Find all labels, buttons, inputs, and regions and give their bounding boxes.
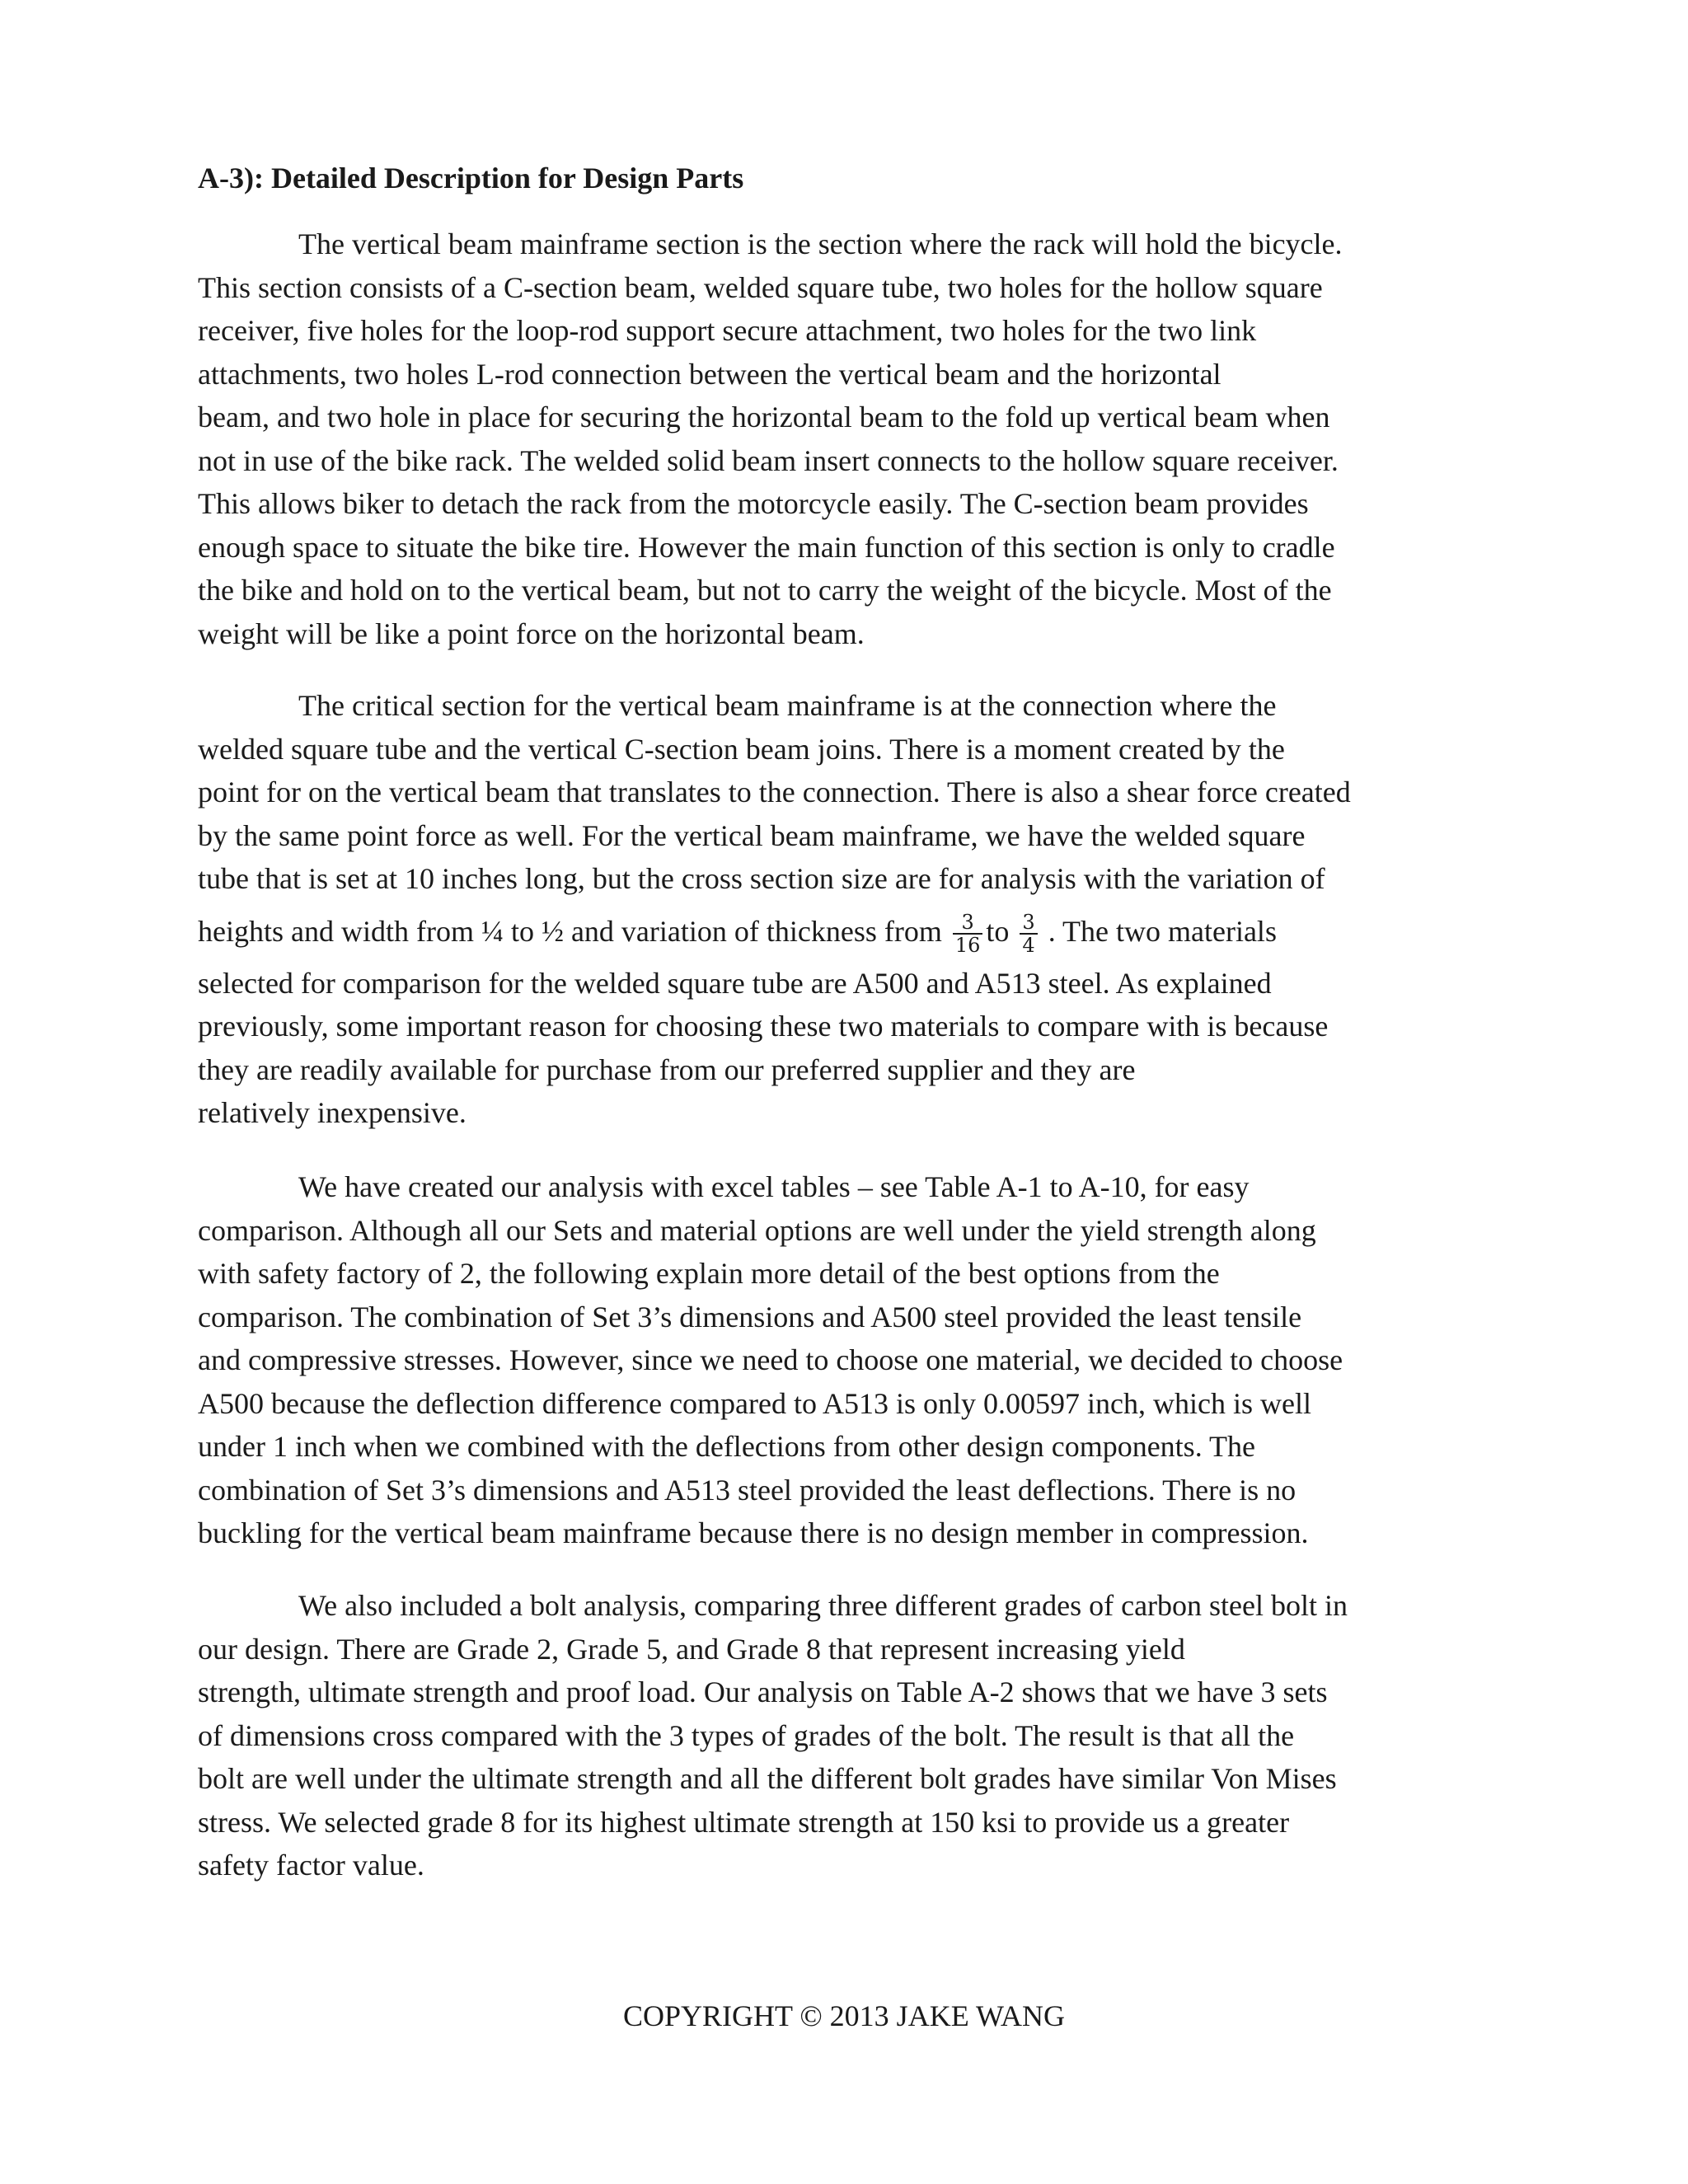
section-heading: A-3): Detailed Description for Design Parts (198, 162, 744, 194)
text-line: comparison. Although all our Sets and material options are well under the yield strength along (198, 1213, 1316, 1247)
text-line: weight will be like a point force on the horizontal beam. (198, 616, 865, 650)
text-line: point for on the vertical beam that translates to the connection. There is also a shear force created (198, 776, 1351, 808)
text-line: tube that is set at 10 inches long, but the cross section size are for analysis with the variation of (198, 862, 1325, 895)
text-line: under 1 inch when we combined with the deflections from other design components. The (198, 1430, 1256, 1463)
paragraph-bolt-analysis (198, 1584, 1484, 1887)
text-line: previously, some important reason for choosing these two materials to compare with is because (198, 1010, 1329, 1043)
text-line: selected for comparison for the welded square tube are A500 and A513 steel. As explained (198, 966, 1272, 1000)
fraction-denominator: 16 (954, 934, 981, 958)
text-line: enough space to situate the bike tire. However the main function of this section is only to cradle (198, 530, 1335, 564)
text-line: of dimensions cross compared with the 3 types of grades of the bolt. The result is that all the (198, 1718, 1295, 1752)
fraction-three-quarters (1020, 912, 1037, 956)
text-line: stress. We selected grade 8 for its highest ultimate strength at 150 ksi to provide us a greater (198, 1805, 1290, 1839)
text-line: A500 because the deflection difference compared to A513 is only 0.00597 inch, which is well (198, 1386, 1311, 1420)
text-line: comparison. The combination of Set 3’s dimensions and A500 steel provided the least tensile (198, 1300, 1302, 1333)
text-line: the bike and hold on to the vertical beam, but not to carry the weight of the bicycle. Most of the (198, 574, 1332, 607)
fraction-numerator: 3 (1020, 912, 1037, 935)
text-line: beam, and two hole in place for securing the horizontal beam to the fold up vertical beam when (198, 401, 1330, 434)
copyright-footer: COPYRIGHT © 2013 JAKE WANG (622, 1999, 1066, 2032)
text-line: We also included a bolt analysis, comparing three different grades of carbon steel bolt in (298, 1589, 1348, 1622)
fraction-numerator: 3 (953, 912, 983, 935)
text-line: This section consists of a C-section beam, welded square tube, two holes for the hollow square (198, 270, 1323, 304)
text-fragment: heights and width from ¼ to ½ and variation of thickness from (198, 914, 950, 948)
text-fragment: . The two materials (1040, 914, 1277, 948)
paragraph-critical-section (198, 684, 1484, 1135)
text-line: by the same point force as well. For the vertical beam mainframe, we have the welded square (198, 818, 1306, 852)
fraction-denominator: 4 (1022, 934, 1035, 958)
text-line: strength, ultimate strength and proof load. Our analysis on Table A-2 shows that we have 3 sets (198, 1675, 1328, 1708)
text-line: attachments, two holes L-rod connection between the vertical beam and the horizontal (198, 357, 1221, 391)
text-line: This allows biker to detach the rack from the motorcycle easily. The C-section beam provides (198, 487, 1309, 520)
text-line: not in use of the bike rack. The welded solid beam insert connects to the hollow square receiver. (198, 443, 1339, 477)
text-line: safety factor value. (198, 1849, 424, 1882)
text-line: receiver, five holes for the loop-rod support secure attachment, two holes for the two link (198, 314, 1257, 347)
paragraph-vertical-beam-description (198, 223, 1484, 655)
text-line: and compressive stresses. However, since we need to choose one material, we decided to choose (198, 1343, 1343, 1376)
text-line: combination of Set 3’s dimensions and A513 steel provided the least deflections. There is no (198, 1473, 1296, 1507)
text-line: We have created our analysis with excel tables – see Table A-1 to A-10, for easy (298, 1170, 1250, 1203)
text-fragment: to (986, 914, 1017, 948)
text-line: welded square tube and the vertical C-section beam joins. There is a moment created by the (198, 732, 1285, 766)
text-line: relatively inexpensive. (198, 1096, 467, 1129)
fraction-text-line (198, 901, 1484, 962)
text-line: bolt are well under the ultimate strength and all the different bolt grades have similar Von Mises (198, 1762, 1337, 1795)
text-line: The critical section for the vertical beam mainframe is at the connection where the (298, 689, 1277, 722)
text-line: The vertical beam mainframe section is the section where the rack will hold the bicycle. (298, 227, 1343, 260)
text-line: with safety factory of 2, the following explain more detail of the best options from the (198, 1257, 1220, 1290)
text-line: buckling for the vertical beam mainframe because there is no design member in compression. (198, 1516, 1309, 1549)
text-line: our design. There are Grade 2, Grade 5, and Grade 8 that represent increasing yield (198, 1632, 1185, 1666)
paragraph-analysis-tables (198, 1165, 1484, 1555)
fraction-three-sixteenths (953, 912, 983, 956)
text-line: they are readily available for purchase from our preferred supplier and they are (198, 1052, 1136, 1086)
